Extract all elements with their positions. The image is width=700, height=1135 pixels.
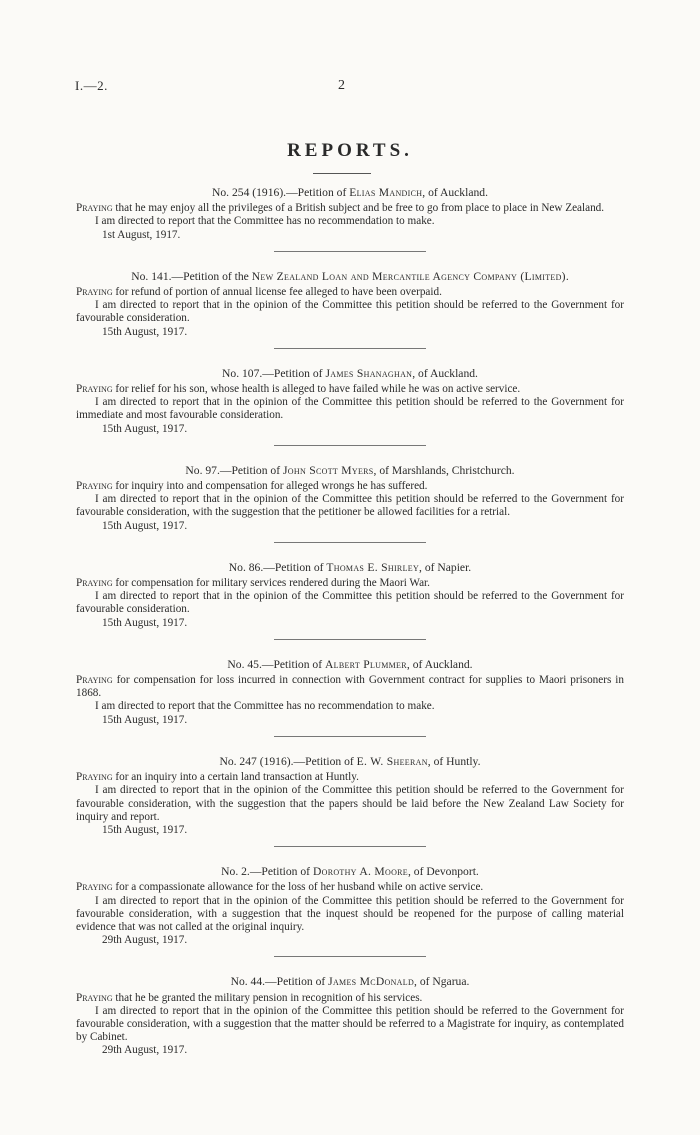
- petitioner-name: Thomas E. Shirley: [326, 560, 420, 574]
- prayer-lead: Praying: [76, 991, 113, 1004]
- committee-report: I am directed to report that in the opinion of the Committee this petition should be referred to the Government for favourable consideration, with a suggestion that the matter should be referred to a Magistrate for inquiry, as contemplated by Cabinet.: [76, 1004, 624, 1044]
- report-date: 15th August, 1917.: [102, 823, 188, 836]
- petition-entry: [76, 755, 624, 847]
- report-date: 15th August, 1917.: [102, 713, 188, 726]
- petitioner-place: , of Marshlands, Christchurch.: [373, 463, 515, 477]
- prayer-lead: Praying: [76, 881, 113, 894]
- petition-number: No. 107.—Petition of: [222, 366, 326, 380]
- petition-prayer: [76, 577, 624, 590]
- separator-rule: [274, 639, 426, 640]
- petition-number: No. 97.—Petition of: [185, 463, 283, 477]
- petition-entry: [76, 561, 624, 640]
- petitioner-name: E. W. Sheeran: [356, 754, 428, 768]
- committee-report: I am directed to report that in the opinion of the Committee this petition should be referred to the Government for favourable consideration.: [76, 590, 624, 616]
- prayer-lead: Praying: [76, 383, 113, 396]
- petition-heading: [76, 561, 624, 574]
- petition-heading: [76, 658, 624, 671]
- petitioner-place: .: [565, 269, 569, 283]
- petition-prayer: [76, 202, 624, 215]
- petitioner-place: , of Napier.: [419, 560, 472, 574]
- petitioner-place: , of Ngarua.: [414, 975, 470, 989]
- committee-report: I am directed to report that in the opinion of the Committee this petition should be referred to the Government for favourable consideration, with a suggestion that the inquest should be reopened for the purpose of calling material evidence that was not called at the original inquiry.: [76, 894, 624, 933]
- prayer-text: for a compassionate allowance for the loss of her husband while on active service.: [112, 881, 484, 894]
- petitioner-place: , of Auckland.: [406, 657, 473, 671]
- title-rule: [313, 173, 371, 174]
- report-date: 15th August, 1917.: [102, 325, 188, 338]
- petition-heading: [76, 367, 624, 380]
- page-title: REPORTS.: [287, 140, 413, 161]
- petition-prayer: [76, 286, 624, 299]
- committee-report: I am directed to report that in the opinion of the Committee this petition should be referred to the Government for favourable consideration.: [76, 299, 624, 325]
- petition-entry: [76, 367, 624, 446]
- petition-entry: [76, 270, 624, 349]
- petition-entry: [76, 975, 624, 1057]
- separator-rule: [274, 846, 426, 847]
- petition-entry: [76, 186, 624, 252]
- report-date: 29th August, 1917.: [102, 934, 188, 947]
- petition-heading: [76, 975, 624, 988]
- petition-number: No. 2.—Petition of: [221, 865, 313, 879]
- separator-rule: [274, 445, 426, 446]
- prayer-lead: Praying: [76, 480, 113, 493]
- petition-prayer: [76, 480, 624, 493]
- prayer-text: for refund of portion of annual license fee alleged to have been overpaid.: [112, 286, 442, 299]
- prayer-text: that he be granted the military pension in recognition of his services.: [112, 991, 423, 1004]
- separator-rule: [274, 956, 426, 957]
- committee-report: I am directed to report that in the opinion of the Committee this petition should be referred to the Government for immediate and most favourable consideration.: [76, 396, 624, 422]
- prayer-lead: Praying: [76, 286, 113, 299]
- prayer-text: for compensation for military services rendered during the Maori War.: [112, 577, 430, 590]
- committee-report: I am directed to report that in the opinion of the Committee this petition should be referred to the Government for favourable consideration, with the suggestion that the papers should be laid before the New Zealand Law Society for inquiry and report.: [76, 784, 624, 823]
- separator-rule: [274, 736, 426, 737]
- page-number: 2: [338, 78, 345, 93]
- separator-rule: [274, 542, 426, 543]
- petition-number: No. 44.—Petition of: [230, 975, 329, 989]
- petitioner-name: James McDonald: [328, 975, 415, 989]
- petitioner-name: James Shanaghan: [325, 366, 413, 380]
- petitioner-place: , of Auckland.: [412, 366, 478, 380]
- petition-number: No. 141.—Petition of the: [131, 269, 252, 283]
- prayer-lead: Praying: [76, 202, 113, 215]
- prayer-text: for compensation for loss incurred in connection with Government contract for supplies to Maori prisoners in 1868.: [76, 674, 624, 700]
- petitioner-name: John Scott Myers: [283, 463, 374, 477]
- prayer-text: that he may enjoy all the privileges of a British subject and be free to go from place to place in New Zealand.: [112, 202, 605, 215]
- committee-report: I am directed to report that the Committee has no recommendation to make.: [95, 215, 435, 228]
- prayer-lead: Praying: [76, 771, 113, 784]
- petition-entry: [76, 658, 624, 737]
- petitioner-name: Elias Mandich: [349, 186, 423, 199]
- prayer-lead: Praying: [76, 674, 113, 687]
- petitioner-place: , of Auckland.: [422, 186, 488, 199]
- report-date: 15th August, 1917.: [102, 422, 188, 435]
- petitioner-place: , of Huntly.: [427, 754, 481, 768]
- prayer-text: for relief for his son, whose health is alleged to have failed while he was on active service.: [112, 383, 521, 396]
- petition-number: No. 247 (1916).—Petition of: [219, 754, 357, 768]
- prayer-text: for an inquiry into a certain land transaction at Huntly.: [112, 771, 359, 784]
- committee-report: I am directed to report that in the opinion of the Committee this petition should be referred to the Government for favourable consideration, with the suggestion that the petitioner be allowed facilities for a retrial.: [76, 493, 624, 519]
- separator-rule: [274, 251, 426, 252]
- petitioner-place: , of Devonport.: [407, 865, 479, 879]
- report-date: 15th August, 1917.: [102, 616, 188, 629]
- petition-number: No. 45.—Petition of: [227, 657, 325, 671]
- petition-number: No. 254 (1916).—Petition of: [212, 186, 350, 199]
- petition-entry: [76, 464, 624, 543]
- petitioner-name: New Zealand Loan and Mercantile Agency Company (Limited): [251, 269, 566, 283]
- petition-prayer: [76, 771, 624, 784]
- petition-heading: [76, 755, 624, 768]
- petition-number: No. 86.—Petition of: [228, 560, 327, 574]
- petition-prayer: [76, 881, 624, 894]
- petitioner-name: Dorothy A. Moore: [312, 865, 408, 879]
- petitions-list: [76, 186, 624, 1058]
- committee-report: I am directed to report that the Committee has no recommendation to make.: [95, 700, 435, 713]
- report-date: 1st August, 1917.: [102, 228, 181, 241]
- separator-rule: [274, 348, 426, 349]
- report-date: 29th August, 1917.: [102, 1044, 188, 1057]
- prayer-text: for inquiry into and compensation for alleged wrongs he has suffered.: [112, 480, 428, 493]
- petition-entry: [76, 865, 624, 957]
- petition-prayer: [76, 992, 624, 1005]
- petition-heading: [76, 186, 624, 199]
- petition-prayer: [76, 383, 624, 396]
- petition-prayer: [76, 674, 624, 700]
- prayer-lead: Praying: [76, 577, 113, 590]
- petition-heading: [76, 270, 624, 283]
- petition-heading: [76, 464, 624, 477]
- report-date: 15th August, 1917.: [102, 519, 188, 532]
- petitioner-name: Albert Plummer: [325, 657, 407, 671]
- document-reference: I.—2.: [75, 78, 108, 93]
- petition-heading: [76, 865, 624, 878]
